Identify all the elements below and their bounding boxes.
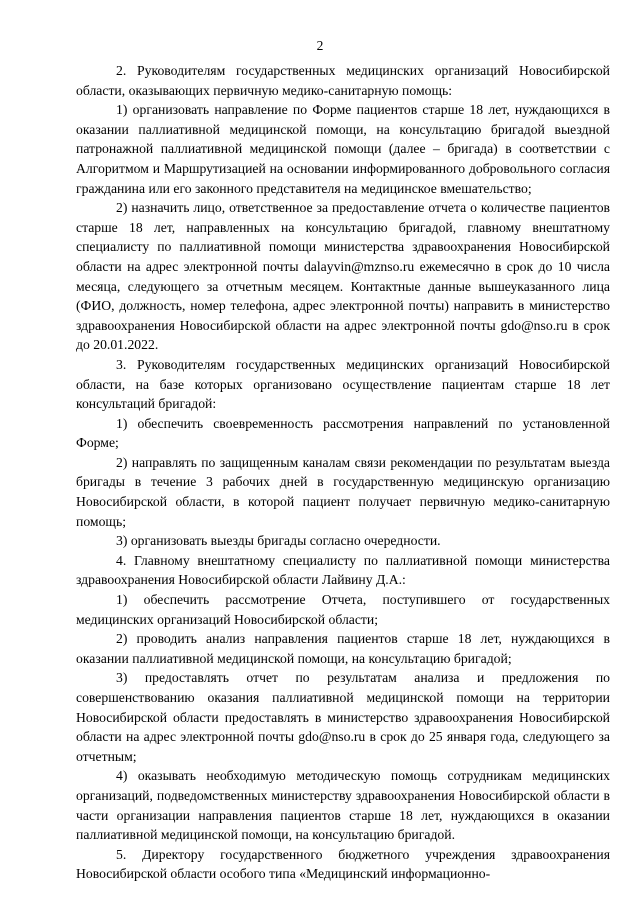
document-body (76, 61, 610, 884)
paragraph-5-heading: 5. Директору государственного бюджетного учреждения здравоохранения Новосибирской области особого типа «Медицинский информационно- (76, 846, 610, 882)
paragraph-4-item-4: 4) оказывать необходимую методическую помощь сотрудникам медицинских организаций, подведомственных министерству здравоохранения Новосибирской области в части организации направления пациентов старше 18 лет, нуждающихся в оказании паллиативной медицинской помощи, на консультацию бригадой. (76, 768, 610, 843)
paragraph-4-item-2: 2) проводить анализ направления пациентов старше 18 лет, нуждающихся в оказании паллиативной медицинской помощи, на консультацию бригадой; (76, 631, 610, 666)
page-number: 2 (316, 38, 324, 53)
paragraph-3-heading: 3. Руководителям государственных медицинских организаций Новосибирской области, на базе которых организовано осуществление пациентам старше 18 лет консультаций бригадой: (76, 356, 610, 412)
paragraph-3-item-1: 1) обеспечить своевременность рассмотрения направлений по установленной Форме; (76, 415, 610, 451)
paragraph-4-heading: 4. Главному внештатному специалисту по паллиативной помощи министерства здравоохранения Новосибирской области Лайвину Д.А.: (76, 552, 610, 588)
paragraph-3-item-3: 3) организовать выезды бригады согласно очередности. (116, 533, 441, 549)
paragraph-2-item-1: 1) организовать направление по Форме пациентов старше 18 лет, нуждающихся в оказании паллиативной медицинской помощи, на консультацию бригадой выездной патронажной паллиативной медицинской помощи (далее – бригада) в соответствии с Алгоритмом и Маршрутизацией на основании информированного добровольного согласия гражданина или его законного представителя на медицинское вмешательство; (76, 102, 610, 196)
paragraph-4-item-1: 1) обеспечить рассмотрение Отчета, поступившего от государственных медицинских организаций Новосибирской области; (76, 592, 610, 627)
paragraph-2-item-2: 2) назначить лицо, ответственное за предоставление отчета о количестве пациентов старше 18 лет, направленных на консультацию бригадой, главному внештатному специалисту по паллиативной помощи министерства здравоохранения Новосибирской области на адрес электронной почты dalayvin@mznso.ru ежемесячно в срок до 10 числа месяца, следующего за отчетным месяцем. Контактные данные вышеуказанного лица (ФИО, должность, номер телефона, адрес электронной почты) направить в министерство здравоохранения Новосибирской области на адрес электронной почты gdo@nso.ru в срок до 20.01.2022. (76, 200, 610, 353)
paragraph-4-item-3: 3) предоставлять отчет по результатам анализа и предложения по совершенствованию оказания паллиативной медицинской помощи на территории Новосибирской области предоставлять в министерство здравоохранения Новосибирской области на адрес электронной почты gdo@nso.ru в срок до 25 января года, следующего за отчетным; (76, 670, 610, 764)
paragraph-3-item-2: 2) направлять по защищенным каналам связи рекомендации по результатам выезда бригады в течение 3 рабочих дней в государственную медицинскую организацию Новосибирской области, в которой пациент получает первичную медико-санитарную помощь; (76, 454, 610, 529)
paragraph-2-heading: 2. Руководителям государственных медицинских организаций Новосибирской области, оказывающих первичную медико-санитарную помощь: (76, 63, 610, 98)
